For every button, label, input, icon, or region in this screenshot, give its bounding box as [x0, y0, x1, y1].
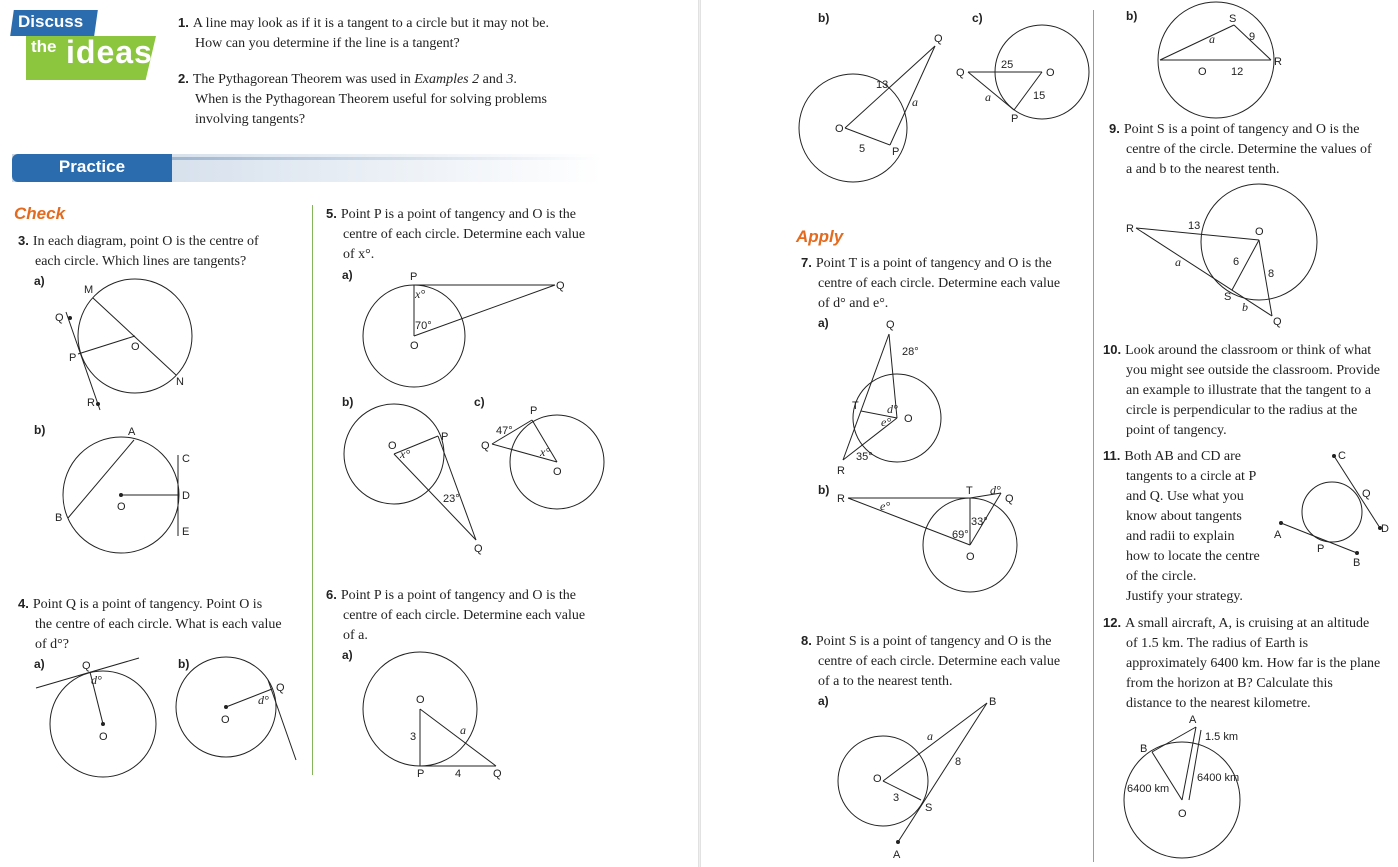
q7a-label-q: Q [886, 319, 895, 331]
q3a-label-r: R [87, 397, 95, 409]
the-word: the [31, 37, 57, 56]
q9-label-s: S [1224, 291, 1232, 303]
practice-label-text: Practice [58, 157, 126, 176]
q7-part-b: b) [818, 483, 830, 497]
q5a-label-p: P [410, 271, 418, 283]
q6a-label-3: 3 [410, 731, 417, 743]
q7a-label-d: d° [887, 402, 898, 416]
q5b-label-o: O [388, 440, 397, 452]
q5c-label-o: O [553, 466, 562, 478]
q7a-diagram [837, 319, 941, 477]
q6c-label-a: a [985, 90, 991, 104]
question-2: 2. The Pythagorean Theorem was used in Examples 2 and 3. When is the Pythagorean Theorem useful for solving problems involving tangents? [178, 71, 547, 127]
q9-diagram [1126, 184, 1317, 328]
q7b-label-e: e° [880, 499, 891, 513]
q12-line-ba [1152, 727, 1196, 752]
question-12: 12. A small aircraft, A, is cruising at an altitude of 1.5 km. The radius of Earth is approximately 6400 km. How far is the plane from the horizon at B? Calculate this distance to the nearest kilometre. [1103, 615, 1381, 711]
question-1: 1. A line may look as if it is a tangent to a circle but it may not be. How can you determine if the line is a tangent? [178, 15, 549, 51]
q8a-label-8: 8 [955, 756, 962, 768]
q3b-label-e: E [182, 526, 190, 538]
q12-label-o: O [1178, 808, 1187, 820]
q9-label-13: 13 [1188, 220, 1201, 232]
q5-part-b: b) [342, 395, 354, 409]
q6c-diagram [956, 25, 1089, 125]
q12-label-15km: 1.5 km [1205, 731, 1239, 743]
q9-label-b: b [1242, 300, 1248, 314]
q3a-dot-r [96, 402, 100, 406]
q8a-diagram [838, 696, 996, 861]
p2-part-c: c) [972, 11, 983, 25]
q5a-label-70: 70° [415, 320, 432, 332]
ideas-word: ideas [66, 34, 153, 70]
q3b-center [119, 493, 123, 497]
q4b-label-o: O [221, 714, 230, 726]
q7a-label-r: R [837, 465, 845, 477]
q5-part-c: c) [474, 395, 485, 409]
q3a-line-po [78, 336, 135, 354]
q8a-label-3: 3 [893, 792, 900, 804]
question-10: 10. Look around the classroom or think of what you might see outside the classroom. Provide an example to illustrate that the tangent to a circle is perpendicular to the radius at the point of tangency. [1103, 342, 1380, 438]
q3b-diagram [55, 426, 190, 553]
check-heading: Check [14, 204, 66, 223]
q12-label-a: A [1189, 714, 1197, 726]
q5b-tangent [438, 436, 476, 540]
q12-diagram [1124, 714, 1240, 858]
q12-label-6400b: 6400 km [1127, 783, 1170, 795]
q7b-diagram [837, 483, 1017, 592]
question-9: 9. Point S is a point of tangency and O is the centre of the circle. Determine the values of a and b to the nearest tenth. [1109, 121, 1372, 177]
q11-diagram [1274, 450, 1389, 569]
q5a-label-o: O [410, 340, 419, 352]
question-4: 4. Point Q is a point of tangency. Point O is the centre of each circle. What is each value of d°? [18, 596, 282, 652]
q7b-label-t: T [966, 485, 973, 497]
q6a-label-o: O [416, 694, 425, 706]
q8b-diagram [1158, 2, 1282, 118]
q4-part-a: a) [34, 657, 45, 671]
q6-part-a: a) [342, 648, 353, 662]
q6a-label-p: P [417, 768, 425, 780]
q8a-label-b: B [989, 696, 997, 708]
q8a-label-a: a [927, 729, 933, 743]
q3b-label-d: D [182, 490, 190, 502]
question-6: 6. Point P is a point of tangency and O is the centre of each circle. Determine each value of a. [326, 587, 586, 643]
p2-part-b: b) [818, 11, 830, 25]
q7a-label-t: T [852, 400, 859, 412]
q5b-label-q: Q [474, 543, 483, 555]
q3b-label-c: C [182, 453, 190, 465]
q7a-label-e: e° [881, 415, 892, 429]
q7a-label-o: O [904, 413, 913, 425]
q6c-label-q: Q [956, 67, 965, 79]
q6c-tangent [968, 72, 1014, 110]
q8a-label-a-pt: A [893, 849, 901, 861]
q8b-label-o: O [1198, 66, 1207, 78]
q11-dot-a [1279, 521, 1283, 525]
q11-circle [1302, 482, 1362, 542]
q6a-label-a: a [460, 723, 466, 737]
q3a-label-n: N [176, 376, 184, 388]
discuss-word-text: Discuss [18, 12, 84, 31]
q7a-label-28: 28° [902, 346, 919, 358]
q8a-tangent [898, 703, 987, 842]
q5b-label-p: P [441, 431, 449, 443]
q11-dot-b [1355, 551, 1359, 555]
q3b-label-o: O [117, 501, 126, 513]
q8b-label-a: a [1209, 32, 1215, 46]
q4b-center [224, 705, 228, 709]
q6a-diagram [363, 652, 502, 780]
q11-label-d: D [1381, 523, 1389, 535]
q6b-label-a: a [912, 95, 918, 109]
q6c-label-o: O [1046, 67, 1055, 79]
q5c-label-p: P [530, 405, 538, 417]
question-7: 7. Point T is a point of tangency and O is the centre of each circle. Determine each value of d° and e°. [801, 255, 1061, 311]
q5c-label-x: x° [540, 445, 551, 459]
q7b-label-q: Q [1005, 493, 1014, 505]
question-8: 8. Point S is a point of tangency and O is the centre of each circle. Determine each value of a to the nearest tenth. [801, 633, 1061, 689]
q4a-diagram [36, 658, 156, 777]
q5c-diagram [481, 405, 604, 509]
q12-label-6400a: 6400 km [1197, 772, 1240, 784]
q9-label-6: 6 [1233, 256, 1240, 268]
q7b-label-33: 33° [971, 516, 988, 528]
q8b-hyp [1160, 25, 1234, 60]
q7b-label-69: 69° [952, 529, 969, 541]
q6b-label-o: O [835, 123, 844, 135]
apply-heading: Apply [796, 227, 844, 246]
q9-label-a: a [1175, 255, 1181, 269]
q5a-label-q: Q [556, 280, 565, 292]
q8b-label-12: 12 [1231, 66, 1244, 78]
q11-label-b: B [1353, 557, 1361, 569]
q3-part-b: b) [34, 423, 46, 437]
q6c-label-p: P [1011, 113, 1019, 125]
q9-label-q: Q [1273, 316, 1282, 328]
q11-label-a: A [1274, 529, 1282, 541]
question-3: 3. In each diagram, point O is the centre of each circle. Which lines are tangents? [18, 233, 259, 269]
q4a-label-o: O [99, 731, 108, 743]
q11-label-p: P [1317, 543, 1325, 555]
q8a-ob [883, 703, 987, 781]
q7a-line-qr [843, 334, 892, 460]
q6b-radius [845, 128, 890, 145]
q5a-label-x: x° [415, 287, 426, 301]
q5c-label-q: Q [481, 440, 490, 452]
q11-dot-c [1332, 454, 1336, 458]
q8a-label-s: S [925, 802, 933, 814]
q6b-label-5: 5 [859, 143, 866, 155]
q6c-label-25: 25 [1001, 59, 1014, 71]
q5c-label-47: 47° [496, 425, 513, 437]
q7b-label-d: d° [990, 483, 1001, 497]
q6b-diagram [799, 33, 943, 182]
q8b-label-9: 9 [1249, 31, 1256, 43]
q3a-label-p: P [69, 352, 77, 364]
q6b-label-13: 13 [876, 79, 889, 91]
q3-part-a: a) [34, 274, 45, 288]
q6a-oq [420, 709, 496, 766]
q11-label-c: C [1338, 450, 1346, 462]
q12-line-oa [1182, 727, 1196, 800]
q6b-circle [799, 74, 907, 182]
q8b-label-s: S [1229, 13, 1237, 25]
q5a-oq [414, 285, 555, 336]
q7a-label-35: 35° [856, 451, 873, 463]
q9-line-rq [1136, 228, 1275, 316]
q5b-oq [394, 454, 476, 540]
q6c-label-15: 15 [1033, 90, 1046, 102]
q3a-label-o: O [131, 341, 140, 353]
q12-label-b: B [1140, 743, 1148, 755]
q5b-label-x: x° [400, 447, 411, 461]
q8a-dot-a [896, 840, 900, 844]
q3b-label-a: A [128, 426, 136, 438]
q4a-label-d: d° [91, 673, 102, 687]
q8a-radius [883, 781, 921, 800]
p3-part-b: b) [1126, 9, 1138, 23]
q4a-label-q: Q [82, 660, 91, 672]
q6b-label-p: P [892, 146, 900, 158]
q4b-label-d: d° [258, 693, 269, 707]
q3b-label-b: B [55, 512, 63, 524]
q12-dim-arrow [1189, 730, 1201, 800]
q5b-diagram [344, 404, 483, 555]
q9-label-r: R [1126, 223, 1134, 235]
q5a-diagram [363, 271, 565, 387]
q5b-label-23: 23° [443, 493, 460, 505]
q4a-center [101, 722, 105, 726]
q3a-label-m: M [84, 284, 94, 296]
q6b-oq [845, 46, 935, 128]
q11-tangent-cd [1334, 456, 1380, 528]
q4-part-b: b) [178, 657, 190, 671]
q8a-label-o: O [873, 773, 882, 785]
q9-label-8: 8 [1268, 268, 1275, 280]
q11-label-q: Q [1362, 488, 1371, 500]
q6b-label-q: Q [934, 33, 943, 45]
q3a-dot-q [68, 316, 72, 320]
q7b-label-o: O [966, 551, 975, 563]
q8-part-a: a) [818, 694, 829, 708]
question-5: 5. Point P is a point of tangency and O is the centre of each circle. Determine each value of x°. [326, 206, 586, 262]
q4b-label-q: Q [276, 682, 285, 694]
q6a-label-4: 4 [455, 768, 462, 780]
q9-label-o: O [1255, 226, 1264, 238]
q3a-diagram [55, 279, 192, 410]
q8b-label-r: R [1274, 56, 1282, 68]
q6a-label-q: Q [493, 768, 502, 780]
q5-part-a: a) [342, 268, 353, 282]
q7-part-a: a) [818, 316, 829, 330]
question-11: 11. Both AB and CD are tangents to a circle at P and Q. Use what you know about tangents and radii to explain how to locate the centre of the circle. Justify your strategy. [1103, 448, 1260, 604]
q4b-diagram [176, 657, 296, 760]
q7b-label-r: R [837, 493, 845, 505]
q3a-label-q: Q [55, 312, 64, 324]
